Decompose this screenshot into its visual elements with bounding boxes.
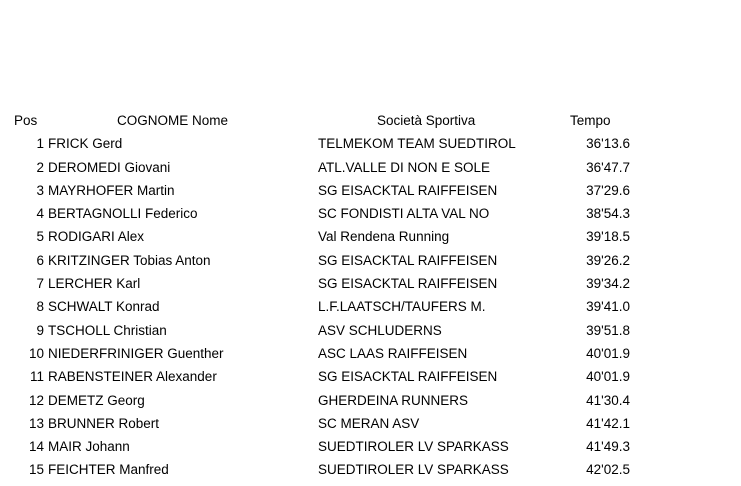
row-club: SC FONDISTI ALTA VAL NO [318,206,490,222]
table-row [0,458,741,481]
row-name: TSCHOLL Christian [48,322,167,338]
table-row [0,319,741,342]
row-name: NIEDERFRINIGER Guenther [48,345,224,361]
row-name: SCHWALT Konrad [48,299,160,315]
row-time: 39'26.2 [586,252,630,268]
row-time: 42'02.5 [586,462,630,478]
row-pos: 13 [28,415,44,431]
row-pos: 15 [28,462,44,478]
row-name: RABENSTEINER Alexander [48,369,217,385]
row-pos: 9 [36,322,44,338]
row-club: ATL.VALLE DI NON E SOLE [318,159,491,175]
results-table [0,109,741,482]
row-club: Val Rendena Running [318,229,450,245]
row-name: FRICK Gerd [48,136,123,152]
row-name: MAYRHOFER Martin [48,182,175,198]
table-row [0,389,741,412]
row-name: BERTAGNOLLI Federico [48,206,198,222]
row-time: 36'47.7 [586,159,630,175]
row-time: 40'01.9 [586,345,630,361]
row-club: SUEDTIROLER LV SPARKASS [318,439,509,455]
table-header-row [0,109,741,132]
table-row [0,295,741,318]
table-body [0,132,741,481]
row-club: ASC LAAS RAIFFEISEN [318,345,468,361]
row-pos: 11 [29,369,44,385]
header-pos: Pos [14,113,38,128]
row-pos: 8 [36,299,44,315]
row-pos: 10 [28,345,44,361]
table-row [0,202,741,225]
table-row [0,272,741,295]
row-club: SG EISACKTAL RAIFFEISEN [318,369,498,385]
row-time: 39'34.2 [586,276,630,292]
row-time: 40'01.9 [586,369,630,385]
row-name: KRITZINGER Tobias Anton [48,252,211,268]
table-row [0,412,741,435]
row-club: SUEDTIROLER LV SPARKASS [318,462,509,478]
row-name: DEROMEDI Giovani [48,159,171,175]
row-pos: 3 [36,182,44,198]
row-pos: 7 [36,276,44,292]
row-time: 41'49.3 [586,439,630,455]
row-pos: 2 [36,159,44,175]
table-row [0,132,741,155]
table-row [0,365,741,388]
header-name: COGNOME Nome [117,113,229,128]
row-name: LERCHER Karl [48,276,141,292]
row-time: 39'41.0 [586,299,630,315]
row-club: SG EISACKTAL RAIFFEISEN [318,276,498,292]
row-name: DEMETZ Georg [48,392,145,408]
row-name: FEICHTER Manfred [48,462,169,478]
row-club: SG EISACKTAL RAIFFEISEN [318,252,498,268]
row-club: SC MERAN ASV [318,415,420,431]
row-club: SG EISACKTAL RAIFFEISEN [318,182,498,198]
table-row [0,225,741,248]
row-name: RODIGARI Alex [48,229,145,245]
row-club: GHERDEINA RUNNERS [318,392,469,408]
row-name: MAIR Johann [48,439,130,455]
table-row [0,179,741,202]
row-club: ASV SCHLUDERNS [318,322,442,338]
row-time: 41'42.1 [586,415,630,431]
row-pos: 1 [36,136,44,152]
row-pos: 12 [28,392,44,408]
table-row [0,156,741,179]
table-row [0,342,741,365]
row-club: TELMEKOM TEAM SUEDTIROL [318,136,516,152]
row-time: 38'54.3 [586,206,630,222]
row-time: 39'18.5 [586,229,630,245]
row-time: 41'30.4 [586,392,630,408]
row-pos: 6 [36,252,44,268]
table-row [0,435,741,458]
row-time: 36'13.6 [586,136,630,152]
row-pos: 14 [28,439,44,455]
row-pos: 4 [36,206,44,222]
row-time: 39'51.8 [586,322,630,338]
row-time: 37'29.6 [586,182,630,198]
header-club: Società Sportiva [377,113,476,128]
table-row [0,249,741,272]
row-name: BRUNNER Robert [48,415,160,431]
row-pos: 5 [36,229,44,245]
row-club: L.F.LAATSCH/TAUFERS M. [318,299,486,315]
header-time: Tempo [570,113,611,128]
